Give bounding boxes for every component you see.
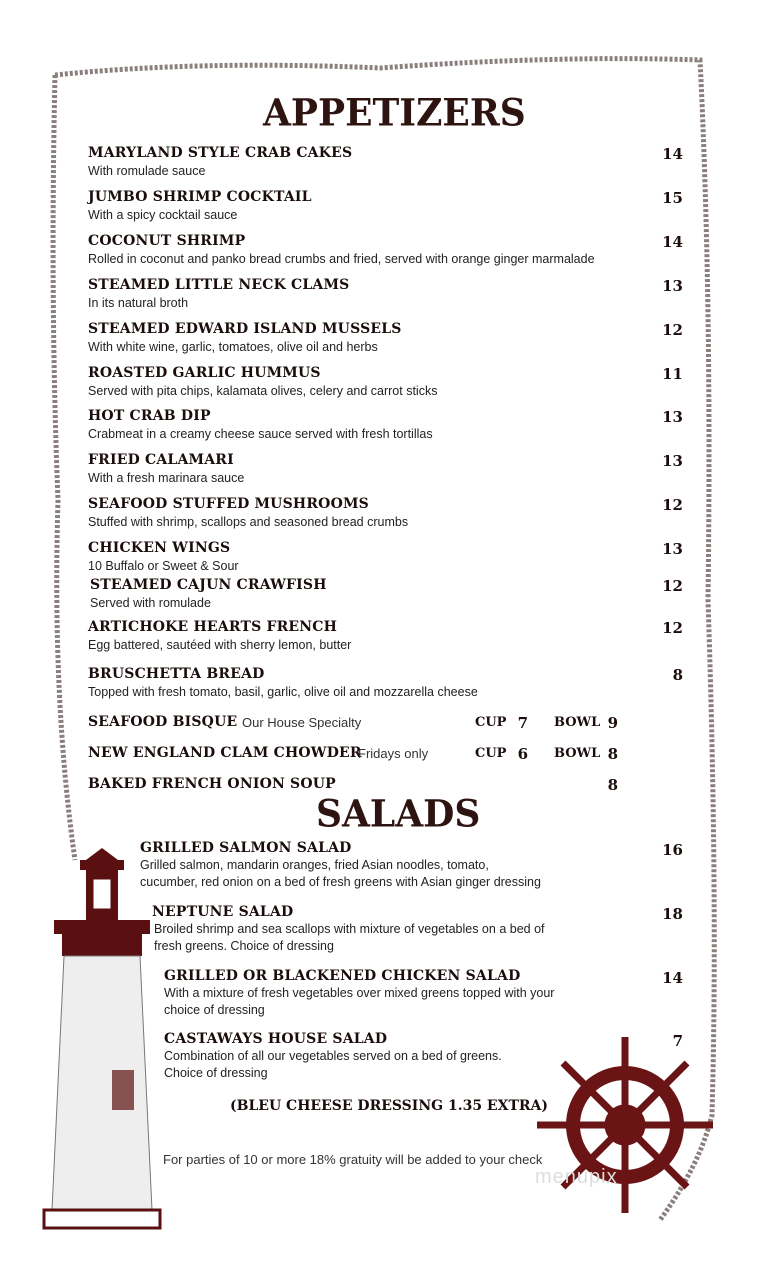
salad-description: Choice of dressing <box>164 1066 268 1080</box>
salad-price: 7 <box>672 1032 683 1050</box>
soup-price: 8 <box>607 776 618 794</box>
menu-item-description: With a fresh marinara sauce <box>88 471 245 485</box>
menu-item-price: 13 <box>662 540 683 558</box>
menu-item-description: With a spicy cocktail sauce <box>88 208 238 222</box>
soup-name: SEAFOOD BISQUE <box>88 714 238 730</box>
soup-note: Our House Specialty <box>242 715 362 730</box>
bowl-price: 9 <box>607 714 618 732</box>
salad-price: 16 <box>662 841 683 859</box>
menu-item-name: BRUSCHETTA BREAD <box>88 666 265 682</box>
menu-item-price: 11 <box>662 365 683 383</box>
menu-item-price: 12 <box>662 577 683 595</box>
appetizers-heading: APPETIZERS <box>263 90 526 136</box>
menu-item-description: Rolled in coconut and panko bread crumbs and fried, served with orange ginger marmalade <box>88 252 595 266</box>
menu-item-price: 14 <box>662 233 683 251</box>
salad-description: Broiled shrimp and sea scallops with mixture of vegetables on a bed of <box>154 922 545 936</box>
menu-item-name: ROASTED GARLIC HUMMUS <box>88 365 321 381</box>
salad-description: With a mixture of fresh vegetables over mixed greens topped with your <box>164 986 555 1000</box>
bowl-label: BOWL <box>554 715 601 730</box>
menu-item-name: FRIED CALAMARI <box>88 452 234 468</box>
soup-note: Fridays only <box>358 746 429 761</box>
menu-item-description: Egg battered, sautéed with sherry lemon, butter <box>88 638 352 652</box>
menu-item-name: ARTICHOKE HEARTS FRENCH <box>88 619 338 635</box>
gratuity-note: For parties of 10 or more 18% gratuity will be added to your check <box>163 1152 543 1167</box>
menu-item-price: 13 <box>662 452 683 470</box>
lighthouse-illustration <box>40 840 165 1235</box>
soup-name: BAKED FRENCH ONION SOUP <box>88 776 336 792</box>
menu-item-name: SEAFOOD STUFFED MUSHROOMS <box>88 496 369 512</box>
menu-item-price: 15 <box>662 189 683 207</box>
menu-item-price: 8 <box>672 666 683 684</box>
menu-item-price: 12 <box>662 321 683 339</box>
menu-item-name: STEAMED CAJUN CRAWFISH <box>90 577 327 593</box>
salad-description: Combination of all our vegetables served on a bed of greens. <box>164 1049 502 1063</box>
bleu-cheese-note: (BLEU CHEESE DRESSING 1.35 EXTRA) <box>230 1098 549 1114</box>
salad-name: GRILLED OR BLACKENED CHICKEN SALAD <box>164 968 521 984</box>
menu-item-description: 10 Buffalo or Sweet & Sour <box>88 559 239 573</box>
cup-price: 7 <box>517 714 528 732</box>
menu-item-description: With white wine, garlic, tomatoes, olive oil and herbs <box>88 340 378 354</box>
bowl-label: BOWL <box>554 746 601 761</box>
menu-item-price: 13 <box>662 408 683 426</box>
menu-item-price: 14 <box>662 145 683 163</box>
menu-item-description: In its natural broth <box>88 296 189 310</box>
salad-name: GRILLED SALMON SALAD <box>140 840 352 856</box>
salad-price: 14 <box>662 969 683 987</box>
menu-item-price: 13 <box>662 277 683 295</box>
cup-label: CUP <box>475 746 507 761</box>
menu-item-name: JUMBO SHRIMP COCKTAIL <box>88 189 312 205</box>
salad-name: CASTAWAYS HOUSE SALAD <box>164 1031 388 1047</box>
salad-description: fresh greens. Choice of dressing <box>154 939 334 953</box>
soup-name: NEW ENGLAND CLAM CHOWDER <box>88 745 362 761</box>
salad-name: NEPTUNE SALAD <box>152 904 294 920</box>
menu-item-name: MARYLAND STYLE CRAB CAKES <box>88 145 353 161</box>
menu-item-name: STEAMED EDWARD ISLAND MUSSELS <box>88 321 402 337</box>
menu-item-name: STEAMED LITTLE NECK CLAMS <box>88 277 350 293</box>
salad-description: choice of dressing <box>164 1003 265 1017</box>
bowl-price: 8 <box>607 745 618 763</box>
watermark: menupix <box>535 1166 618 1188</box>
menu-item-price: 12 <box>662 619 683 637</box>
menu-item-name: HOT CRAB DIP <box>88 408 211 424</box>
menu-item-description: Crabmeat in a creamy cheese sauce served with fresh tortillas <box>88 427 433 441</box>
salad-price: 18 <box>662 905 683 923</box>
menu-item-price: 12 <box>662 496 683 514</box>
ships-wheel-illustration <box>535 1035 720 1225</box>
menu-item-description: Topped with fresh tomato, basil, garlic, olive oil and mozzarella cheese <box>88 685 478 699</box>
menu-item-name: COCONUT SHRIMP <box>88 233 246 249</box>
cup-label: CUP <box>475 715 507 730</box>
cup-price: 6 <box>517 745 528 763</box>
salads-heading: SALADS <box>316 791 481 837</box>
menu-item-description: Stuffed with shrimp, scallops and seasoned bread crumbs <box>88 515 409 529</box>
salad-description: Grilled salmon, mandarin oranges, fried Asian noodles, tomato, <box>140 858 489 872</box>
menu-item-description: With romulade sauce <box>88 164 206 178</box>
menu-item-description: Served with pita chips, kalamata olives, celery and carrot sticks <box>88 384 438 398</box>
menu-item-name: CHICKEN WINGS <box>88 540 231 556</box>
salad-description: cucumber, red onion on a bed of fresh greens with Asian ginger dressing <box>140 875 541 889</box>
menu-item-description: Served with romulade <box>90 596 211 610</box>
